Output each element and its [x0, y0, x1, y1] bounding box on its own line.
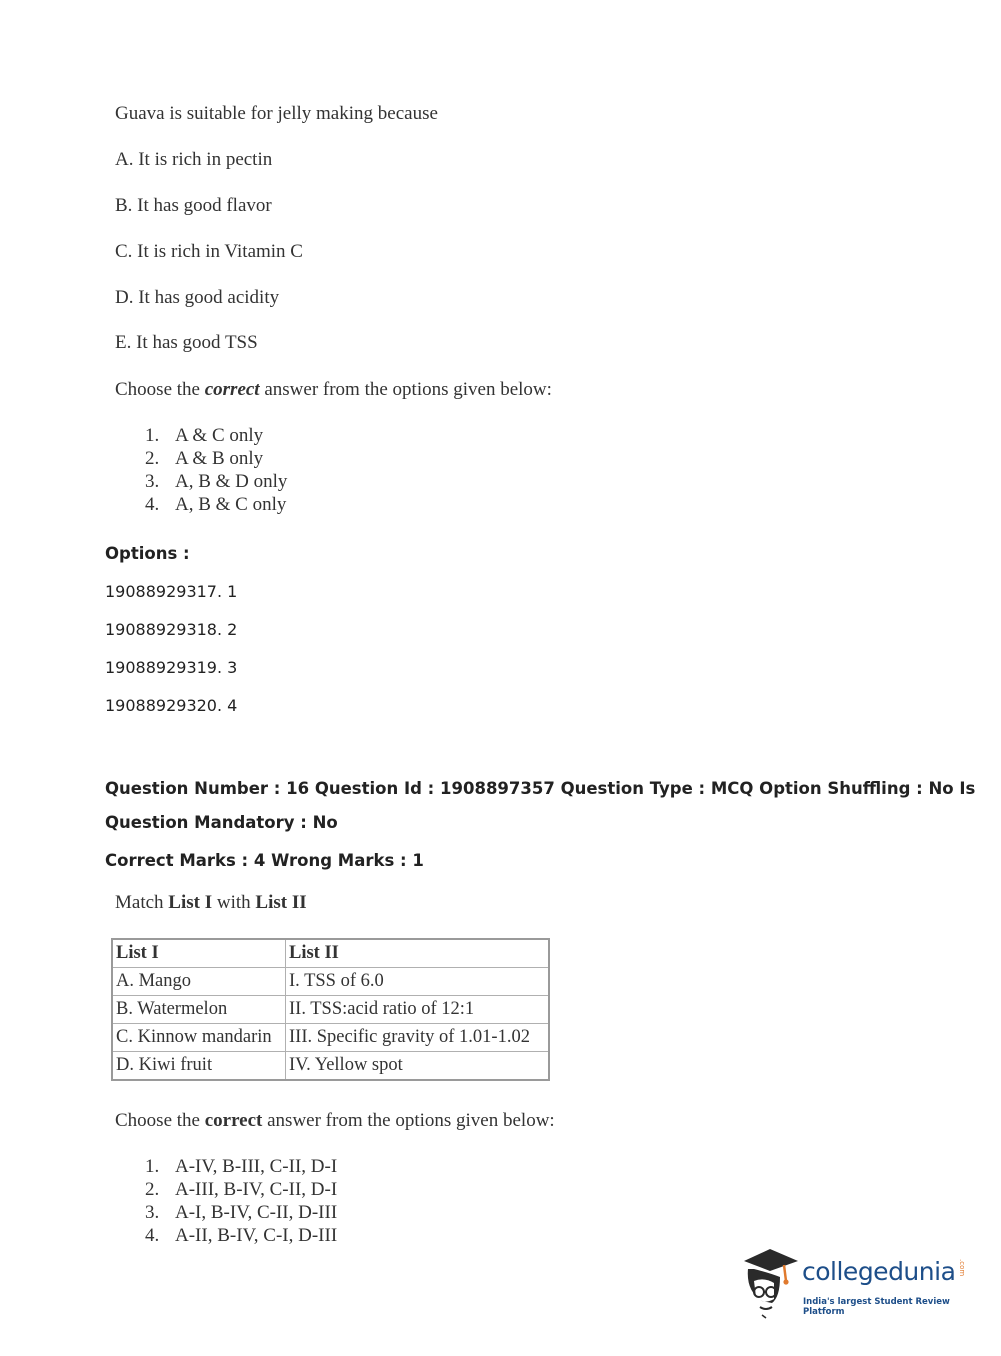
- answer-item: [145, 424, 287, 447]
- answer-item: [145, 1224, 337, 1247]
- logo-wordmark: collegedunia: [802, 1257, 956, 1286]
- option-id: 19088929320. 4: [105, 696, 238, 715]
- answer-number: 2.: [145, 1179, 160, 1200]
- answer-text: A-III, B-IV, C-II, D-I: [175, 1179, 338, 1200]
- choose-pre: Choose the: [115, 379, 205, 400]
- question-meta: Question Number : 16 Question Id : 1908897357 Question Type : MCQ Option Shuffling : No Is: [105, 779, 976, 798]
- choose-instruction: [115, 379, 552, 401]
- answer-number: 1.: [145, 1156, 160, 1177]
- statement-a: A. It is rich in pectin: [115, 149, 273, 170]
- table-cell: B. Watermelon: [112, 996, 286, 1024]
- answer-item: [145, 493, 287, 516]
- match-list2: List II: [255, 892, 307, 913]
- answer-text: A, B & C only: [175, 494, 287, 515]
- choose-pre: Choose the: [115, 1110, 205, 1131]
- table-row: [112, 1024, 549, 1052]
- question-marks: Correct Marks : 4 Wrong Marks : 1: [105, 851, 424, 870]
- match-instruction: [115, 892, 307, 914]
- choose-instruction: [115, 1110, 555, 1132]
- match-list1: List I: [168, 892, 213, 913]
- choose-post: answer from the options given below:: [259, 379, 552, 400]
- answer-number: 3.: [145, 1202, 160, 1223]
- answer-text: A & C only: [175, 425, 264, 446]
- table-cell: II. TSS:acid ratio of 12:1: [286, 996, 550, 1024]
- match-table: [111, 938, 550, 1081]
- table-row: [112, 968, 549, 996]
- table-header: List II: [286, 939, 550, 968]
- mascot-icon: [740, 1247, 800, 1319]
- answer-text: A-II, B-IV, C-I, D-III: [175, 1225, 338, 1246]
- answer-number: 4.: [145, 1225, 160, 1246]
- table-row: [112, 996, 549, 1024]
- table-header: List I: [112, 939, 286, 968]
- option-id: 19088929317. 1: [105, 582, 238, 601]
- table-cell: III. Specific gravity of 1.01-1.02: [286, 1024, 550, 1052]
- option-id: 19088929319. 3: [105, 658, 238, 677]
- statement-e: E. It has good TSS: [115, 332, 258, 353]
- answer-number: 2.: [145, 448, 160, 469]
- answer-list: [145, 424, 287, 516]
- answer-number: 4.: [145, 494, 160, 515]
- statement-d: D. It has good acidity: [115, 287, 280, 308]
- answer-text: A & B only: [175, 448, 264, 469]
- answer-list: [145, 1155, 337, 1247]
- match-mid: with: [212, 892, 256, 913]
- answer-item: [145, 1178, 337, 1201]
- table-cell: D. Kiwi fruit: [112, 1052, 286, 1081]
- table-cell: IV. Yellow spot: [286, 1052, 550, 1081]
- answer-item: [145, 1155, 337, 1178]
- option-id: 19088929318. 2: [105, 620, 238, 639]
- answer-item: [145, 1201, 337, 1224]
- answer-text: A, B & D only: [175, 471, 288, 492]
- options-heading: Options :: [105, 544, 190, 563]
- collegedunia-logo: [740, 1245, 980, 1325]
- table-cell: C. Kinnow mandarin: [112, 1024, 286, 1052]
- match-pre: Match: [115, 892, 169, 913]
- table-cell: A. Mango: [112, 968, 286, 996]
- answer-text: A-I, B-IV, C-II, D-III: [175, 1202, 338, 1223]
- question-stem: Guava is suitable for jelly making because: [115, 103, 438, 124]
- answer-item: [145, 470, 287, 493]
- answer-number: 3.: [145, 471, 160, 492]
- logo-suffix: .com: [958, 1259, 966, 1277]
- table-row: [112, 1052, 549, 1081]
- answer-number: 1.: [145, 425, 160, 446]
- table-header-row: [112, 939, 549, 968]
- choose-post: answer from the options given below:: [262, 1110, 555, 1131]
- statement-b: B. It has good flavor: [115, 195, 272, 216]
- choose-emphasis: correct: [204, 1110, 263, 1131]
- question-mandatory: Question Mandatory : No: [105, 813, 338, 832]
- choose-emphasis: correct: [204, 379, 260, 400]
- table-cell: I. TSS of 6.0: [286, 968, 550, 996]
- statement-c: C. It is rich in Vitamin C: [115, 241, 303, 262]
- logo-tagline: India's largest Student Review Platform: [803, 1297, 950, 1317]
- answer-text: A-IV, B-III, C-II, D-I: [175, 1156, 338, 1177]
- answer-item: [145, 447, 287, 470]
